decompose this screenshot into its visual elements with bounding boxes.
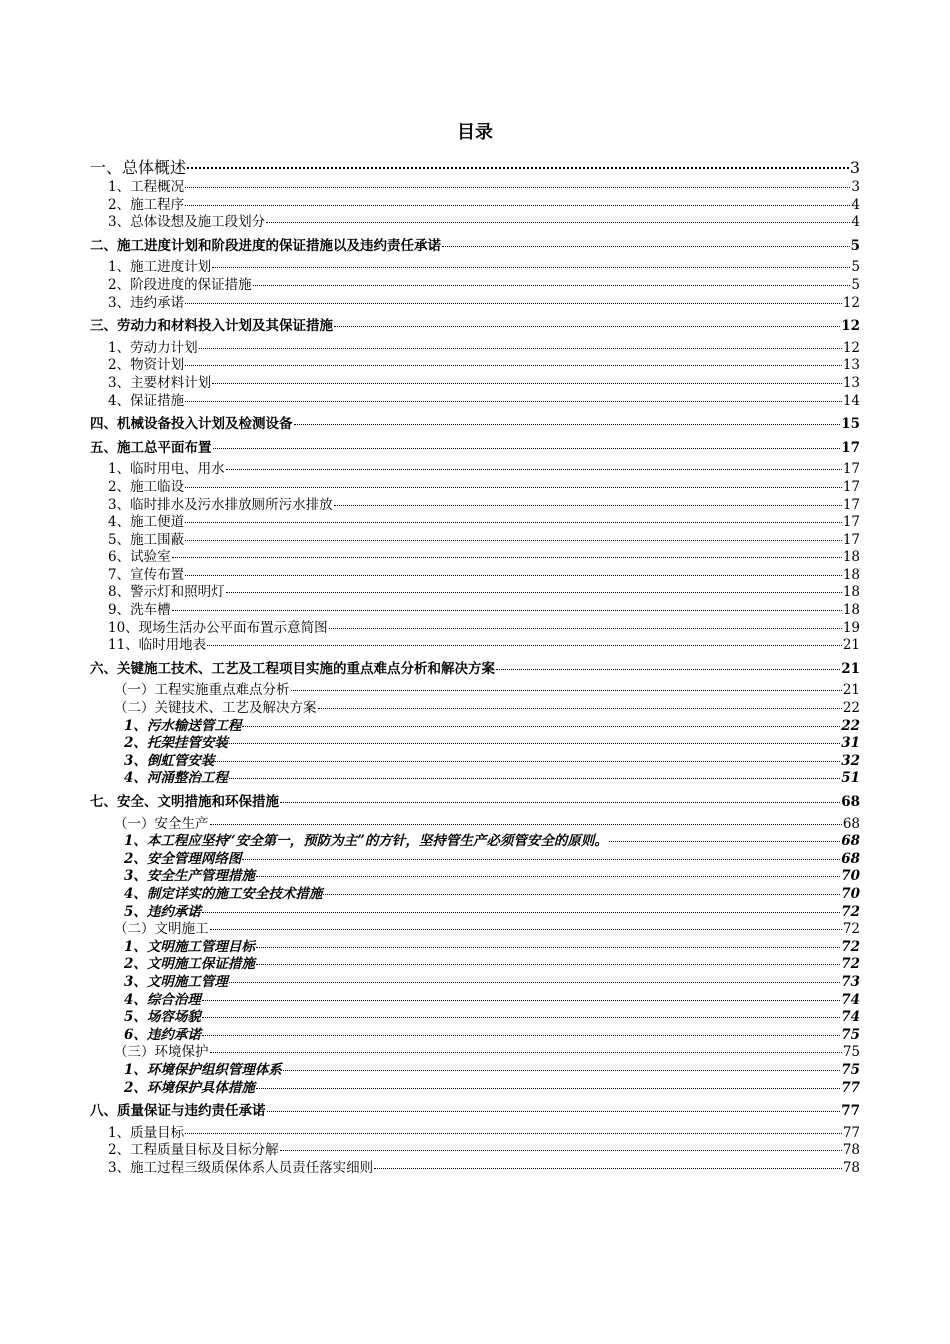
toc-leader-dots bbox=[210, 824, 842, 825]
toc-entry-text: 七、安全、文明措施和环保措施 bbox=[90, 794, 279, 810]
toc-entry-text: 1、环境保护组织管理体系 bbox=[124, 1061, 282, 1078]
toc-entry-text: 5、场容场貌 bbox=[124, 1009, 201, 1026]
toc-leader-dots bbox=[229, 778, 840, 779]
toc-entry[interactable] bbox=[90, 833, 860, 851]
toc-leader-dots bbox=[185, 1133, 842, 1134]
toc-leader-dots bbox=[212, 383, 842, 384]
toc-entry-text: 3、安全生产管理措施 bbox=[124, 868, 255, 885]
toc-entry-text: 一、总体概述 bbox=[90, 158, 187, 177]
toc-entry[interactable] bbox=[90, 1125, 860, 1143]
toc-entry-page: 75 bbox=[841, 1026, 860, 1043]
toc-entry[interactable] bbox=[90, 584, 860, 602]
toc-leader-dots bbox=[294, 424, 841, 425]
toc-entry[interactable] bbox=[90, 214, 860, 232]
toc-entry-page: 72 bbox=[841, 903, 860, 920]
toc-leader-dots bbox=[256, 947, 840, 948]
toc-entry-text: 2、安全管理网络图 bbox=[124, 850, 242, 867]
toc-entry-page: 17 bbox=[842, 478, 860, 495]
toc-entry-page: 74 bbox=[841, 1009, 860, 1026]
toc-entry-page: 12 bbox=[842, 339, 860, 356]
toc-entry[interactable] bbox=[90, 661, 860, 679]
toc-entry-page: 5 bbox=[850, 237, 860, 254]
toc-entry-text: 2、物资计划 bbox=[108, 357, 185, 374]
toc-entry-page: 75 bbox=[841, 1061, 860, 1078]
toc-leader-dots bbox=[202, 912, 840, 913]
toc-entry-page: 22 bbox=[841, 717, 860, 734]
toc-leader-dots bbox=[185, 303, 842, 304]
toc-entry[interactable] bbox=[90, 1142, 860, 1160]
toc-entry[interactable] bbox=[90, 549, 860, 567]
toc-entry-page: 19 bbox=[842, 619, 860, 636]
toc-entry-text: 10、现场生活办公平面布置示意简图 bbox=[108, 619, 328, 636]
toc-leader-dots bbox=[256, 964, 840, 965]
toc-leader-dots bbox=[334, 505, 842, 506]
toc-entry[interactable] bbox=[90, 375, 860, 393]
toc-entry-page: 4 bbox=[851, 214, 860, 231]
toc-entry-page: 74 bbox=[841, 991, 860, 1008]
toc-entry-text: 5、施工围蔽 bbox=[108, 531, 185, 548]
toc-entry-text: 11、临时用地表 bbox=[108, 637, 207, 654]
toc-entry[interactable] bbox=[90, 939, 860, 957]
toc-leader-dots bbox=[318, 708, 842, 709]
toc-entry[interactable] bbox=[90, 992, 860, 1010]
toc-leader-dots bbox=[213, 448, 841, 449]
toc-entry-page: 78 bbox=[842, 1142, 860, 1159]
toc-entry-text: （一）工程实施重点难点分析 bbox=[114, 682, 290, 699]
toc-entry-text: 8、警示灯和照明灯 bbox=[108, 584, 225, 601]
toc-entry-page: 13 bbox=[842, 357, 860, 374]
toc-entry-page: 21 bbox=[842, 637, 860, 654]
toc-entry-text: （三）环境保护 bbox=[114, 1044, 209, 1061]
toc-entry-text: 2、文明施工保证措施 bbox=[124, 956, 255, 973]
toc-entry-page: 75 bbox=[842, 1044, 860, 1061]
toc-entry-page: 5 bbox=[851, 259, 860, 276]
toc-entry[interactable] bbox=[90, 393, 860, 411]
toc-leader-dots bbox=[202, 1035, 840, 1036]
toc-entry-page: 72 bbox=[841, 956, 860, 973]
toc-leader-dots bbox=[329, 628, 842, 629]
toc-entry-text: 1、劳动力计划 bbox=[108, 339, 198, 356]
toc-entry-page: 72 bbox=[841, 938, 860, 955]
toc-entry-page: 3 bbox=[851, 179, 860, 195]
toc-entry-page: 13 bbox=[842, 374, 860, 391]
toc-entry-text: 六、关键施工技术、工艺及工程项目实施的重点难点分析和解决方案 bbox=[90, 660, 495, 677]
toc-entry[interactable] bbox=[90, 753, 860, 771]
toc-entry-text: 2、环境保护具体措施 bbox=[124, 1079, 255, 1096]
toc-entry[interactable] bbox=[90, 514, 860, 532]
toc-entry-page: 78 bbox=[842, 1159, 860, 1176]
toc-entry[interactable] bbox=[90, 259, 860, 277]
toc-entry[interactable] bbox=[90, 567, 860, 585]
toc-entry-page: 68 bbox=[841, 850, 860, 867]
toc-entry-text: 9、洗车槽 bbox=[108, 602, 171, 619]
toc-list bbox=[90, 157, 860, 1177]
toc-entry-page: 77 bbox=[842, 1124, 860, 1141]
toc-entry-text: 3、倒虹管安装 bbox=[124, 752, 215, 769]
toc-entry-page: 68 bbox=[841, 794, 860, 810]
toc-entry-text: 1、施工进度计划 bbox=[108, 259, 212, 276]
toc-leader-dots bbox=[199, 348, 842, 349]
toc-leader-dots bbox=[280, 1150, 842, 1151]
toc-entry-text: 4、河涌整治工程 bbox=[124, 770, 228, 787]
toc-entry-text: 2、工程质量目标及目标分解 bbox=[108, 1142, 279, 1159]
toc-entry-page: 15 bbox=[841, 416, 860, 433]
toc-entry[interactable] bbox=[90, 1062, 860, 1080]
toc-entry-page: 5 bbox=[851, 276, 860, 293]
toc-entry-text: 3、施工过程三级质保体系人员责任落实细则 bbox=[108, 1159, 374, 1176]
toc-leader-dots bbox=[283, 1070, 840, 1071]
toc-leader-dots bbox=[210, 929, 842, 930]
toc-entry-text: 4、保证措施 bbox=[108, 392, 185, 409]
toc-entry-text: 二、施工进度计划和阶段进度的保证措施以及违约责任承诺 bbox=[90, 237, 441, 254]
toc-entry-text: 7、宣传布置 bbox=[108, 566, 185, 583]
toc-entry[interactable] bbox=[90, 295, 860, 313]
toc-entry-text: 4、制定详实的施工安全技术措施 bbox=[124, 885, 323, 902]
toc-entry-page: 70 bbox=[841, 868, 860, 885]
toc-entry-text: 3、文明施工管理 bbox=[124, 973, 228, 990]
toc-entry-text: （二）文明施工 bbox=[114, 921, 209, 938]
toc-leader-dots bbox=[185, 522, 842, 523]
toc-leader-dots bbox=[256, 1088, 840, 1089]
toc-leader-dots bbox=[226, 469, 842, 470]
toc-entry-text: 1、本工程应坚持“安全第一，预防为主”的方针，坚持管生产必须管安全的原则。 bbox=[124, 833, 608, 850]
toc-leader-dots bbox=[229, 982, 840, 983]
toc-entry-page: 17 bbox=[842, 531, 860, 548]
toc-entry-text: 5、违约承诺 bbox=[124, 903, 201, 920]
toc-leader-dots bbox=[185, 365, 842, 366]
toc-entry[interactable] bbox=[90, 497, 860, 515]
toc-entry-page: 68 bbox=[842, 815, 860, 832]
toc-entry-page: 21 bbox=[842, 682, 860, 699]
toc-entry[interactable] bbox=[90, 974, 860, 992]
toc-entry-page: 22 bbox=[842, 700, 860, 717]
toc-entry[interactable] bbox=[90, 700, 860, 718]
toc-entry[interactable] bbox=[90, 735, 860, 753]
toc-leader-dots bbox=[226, 592, 842, 593]
toc-entry-text: 4、施工便道 bbox=[108, 514, 185, 531]
toc-leader-dots bbox=[442, 246, 850, 247]
toc-leader-dots bbox=[185, 401, 842, 402]
toc-entry[interactable] bbox=[90, 718, 860, 736]
toc-entry-text: 2、托架挂管安装 bbox=[124, 735, 228, 752]
toc-entry[interactable] bbox=[90, 602, 860, 620]
toc-title: 目录 bbox=[457, 122, 493, 143]
toc-entry[interactable] bbox=[90, 682, 860, 700]
toc-entry-text: 6、违约承诺 bbox=[124, 1026, 201, 1043]
toc-entry[interactable] bbox=[90, 1009, 860, 1027]
toc-entry-text: （二）关键技术、工艺及解决方案 bbox=[114, 700, 317, 717]
toc-entry[interactable] bbox=[90, 794, 860, 812]
toc-entry[interactable] bbox=[90, 904, 860, 922]
toc-leader-dots bbox=[185, 575, 842, 576]
toc-leader-dots bbox=[202, 1017, 840, 1018]
toc-entry-text: 1、文明施工管理目标 bbox=[124, 938, 255, 955]
toc-entry-text: 2、施工程序 bbox=[108, 196, 185, 213]
toc-entry-page: 17 bbox=[841, 439, 860, 456]
toc-entry[interactable] bbox=[90, 851, 860, 869]
toc-entry[interactable] bbox=[90, 1044, 860, 1062]
toc-entry[interactable] bbox=[90, 357, 860, 375]
toc-entry-page: 12 bbox=[842, 294, 860, 311]
toc-entry[interactable] bbox=[90, 1080, 860, 1098]
toc-leader-dots bbox=[323, 894, 840, 895]
toc-entry-page: 17 bbox=[842, 461, 860, 478]
toc-entry-page: 18 bbox=[842, 584, 860, 601]
toc-entry-page: 4 bbox=[851, 196, 860, 213]
toc-leader-dots bbox=[229, 743, 840, 744]
toc-leader-dots bbox=[242, 726, 840, 727]
toc-entry[interactable] bbox=[90, 461, 860, 479]
toc-entry-text: 2、阶段进度的保证措施 bbox=[108, 276, 252, 293]
toc-entry-text: 3、主要材料计划 bbox=[108, 374, 212, 391]
toc-entry[interactable] bbox=[90, 1027, 860, 1045]
toc-entry-text: 八、质量保证与违约责任承诺 bbox=[90, 1103, 266, 1120]
toc-leader-dots bbox=[267, 1111, 841, 1112]
toc-leader-dots bbox=[609, 841, 840, 842]
toc-entry-text: 6、试验室 bbox=[108, 549, 171, 566]
toc-entry[interactable] bbox=[90, 416, 860, 434]
toc-entry[interactable] bbox=[90, 1103, 860, 1121]
toc-entry-page: 32 bbox=[841, 752, 860, 769]
toc-entry[interactable] bbox=[90, 637, 860, 655]
toc-leader-dots bbox=[280, 802, 840, 803]
toc-entry[interactable] bbox=[90, 157, 860, 179]
toc-leader-dots bbox=[185, 487, 842, 488]
toc-entry-page: 18 bbox=[842, 566, 860, 583]
toc-entry-page: 18 bbox=[842, 602, 860, 619]
toc-entry[interactable] bbox=[90, 816, 860, 834]
toc-entry-text: 3、临时排水及污水排放厕所污水排放 bbox=[108, 496, 333, 513]
toc-entry[interactable] bbox=[90, 479, 860, 497]
toc-entry-page: 68 bbox=[841, 833, 860, 850]
toc-entry-page: 72 bbox=[842, 921, 860, 938]
toc-entry[interactable] bbox=[90, 197, 860, 215]
toc-leader-dots bbox=[172, 557, 842, 558]
toc-leader-dots bbox=[210, 1052, 842, 1053]
toc-entry-page: 73 bbox=[841, 973, 860, 990]
toc-entry[interactable] bbox=[90, 340, 860, 358]
toc-leader-dots bbox=[185, 205, 850, 206]
toc-entry[interactable] bbox=[90, 1160, 860, 1178]
toc-entry[interactable] bbox=[90, 886, 860, 904]
toc-entry-text: 五、施工总平面布置 bbox=[90, 439, 212, 456]
toc-entry[interactable] bbox=[90, 956, 860, 974]
toc-leader-dots bbox=[207, 645, 842, 646]
toc-entry[interactable] bbox=[90, 179, 860, 197]
toc-leader-dots bbox=[266, 222, 850, 223]
toc-leader-dots bbox=[172, 610, 842, 611]
toc-entry-text: 四、机械设备投入计划及检测设备 bbox=[90, 416, 293, 433]
toc-entry[interactable] bbox=[90, 921, 860, 939]
toc-entry-text: 3、总体设想及施工段划分 bbox=[108, 214, 266, 231]
toc-entry-text: 2、施工临设 bbox=[108, 478, 185, 495]
toc-leader-dots bbox=[185, 540, 842, 541]
toc-entry-page: 17 bbox=[842, 496, 860, 513]
toc-entry-text: 1、临时用电、用水 bbox=[108, 461, 225, 478]
toc-entry[interactable] bbox=[90, 277, 860, 295]
toc-entry-page: 17 bbox=[842, 514, 860, 531]
toc-entry-text: 4、综合治理 bbox=[124, 991, 201, 1008]
toc-leader-dots bbox=[187, 167, 849, 169]
toc-entry-page: 70 bbox=[841, 885, 860, 902]
toc-entry-page: 18 bbox=[842, 549, 860, 566]
toc-entry-page: 77 bbox=[841, 1103, 860, 1120]
toc-entry-page: 12 bbox=[841, 318, 860, 335]
toc-leader-dots bbox=[496, 669, 840, 670]
toc-entry-text: 1、工程概况 bbox=[108, 179, 185, 195]
toc-leader-dots bbox=[291, 690, 842, 691]
toc-leader-dots bbox=[202, 1000, 840, 1001]
toc-entry-page: 14 bbox=[842, 392, 860, 409]
toc-entry[interactable] bbox=[90, 620, 860, 638]
toc-entry-page: 51 bbox=[841, 770, 860, 787]
toc-entry[interactable] bbox=[90, 532, 860, 550]
toc-entry[interactable] bbox=[90, 318, 860, 336]
toc-entry[interactable] bbox=[90, 440, 860, 458]
toc-leader-dots bbox=[212, 267, 850, 268]
toc-entry[interactable] bbox=[90, 238, 860, 256]
toc-leader-dots bbox=[185, 187, 850, 188]
toc-leader-dots bbox=[242, 859, 840, 860]
toc-entry-page: 31 bbox=[841, 735, 860, 752]
toc-entry-text: （一）安全生产 bbox=[114, 815, 209, 832]
toc-entry[interactable] bbox=[90, 868, 860, 886]
toc-entry-text: 1、质量目标 bbox=[108, 1124, 185, 1141]
toc-leader-dots bbox=[256, 876, 840, 877]
toc-leader-dots bbox=[253, 285, 851, 286]
toc-entry-text: 3、违约承诺 bbox=[108, 294, 185, 311]
toc-leader-dots bbox=[215, 761, 840, 762]
toc-leader-dots bbox=[334, 326, 840, 327]
toc-entry-page: 3 bbox=[849, 158, 860, 177]
toc-entry-text: 1、污水输送管工程 bbox=[124, 717, 242, 734]
toc-entry-page: 21 bbox=[841, 660, 860, 677]
toc-leader-dots bbox=[374, 1168, 842, 1169]
toc-entry-text: 三、劳动力和材料投入计划及其保证措施 bbox=[90, 318, 333, 335]
toc-entry-page: 77 bbox=[841, 1079, 860, 1096]
toc-entry[interactable] bbox=[90, 770, 860, 788]
